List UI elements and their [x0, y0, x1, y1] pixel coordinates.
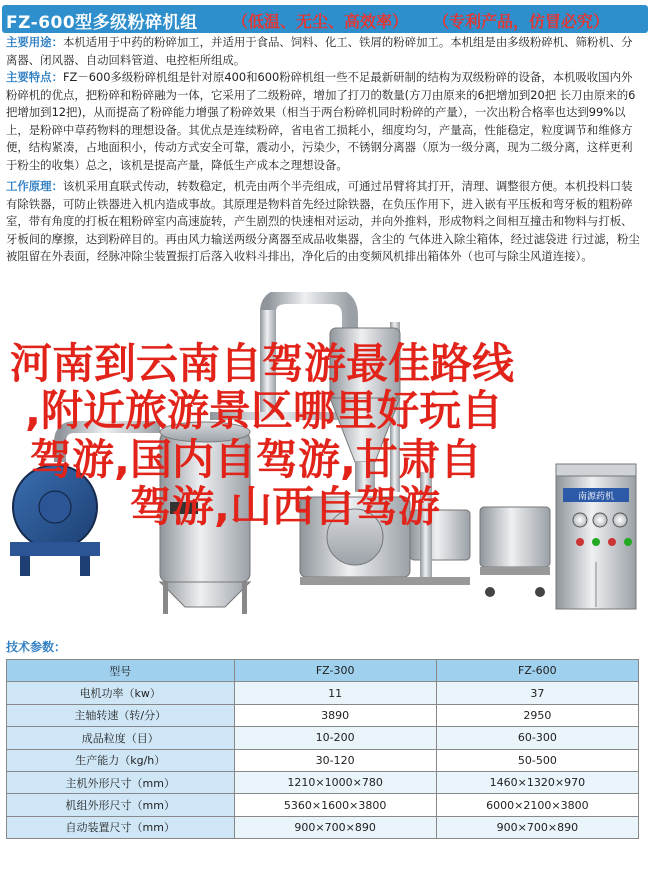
row-value-fz300: 1210×1000×780	[234, 771, 436, 793]
control-cabinet-label: 南源药机	[577, 492, 615, 502]
section-principle	[6, 178, 642, 266]
row-value-fz600: 900×700×890	[436, 816, 638, 838]
row-value-fz300: 900×700×890	[234, 816, 436, 838]
table-row	[7, 749, 639, 771]
gauge-2	[593, 513, 607, 527]
overlay-line-4: 驾游,山西自驾游	[130, 482, 440, 531]
collector-hopper	[160, 582, 250, 607]
row-value-fz600: 2950	[436, 704, 638, 726]
row-label: 电机功率（kw）	[7, 682, 235, 704]
row-label: 自动装置尺寸（mm）	[7, 816, 235, 838]
spec-header-row	[7, 660, 639, 682]
overlay-line-2: ,附近旅游景区哪里好玩自	[25, 386, 503, 435]
row-value-fz300: 5360×1600×3800	[234, 794, 436, 816]
leg-2	[242, 582, 247, 614]
indicator-red	[576, 538, 584, 546]
usage-label: 主要用途：	[6, 35, 63, 49]
overlay-line-1: 河南到云南自驾游最佳路线	[10, 339, 515, 388]
spec-header-model: 型号	[7, 660, 235, 682]
row-label: 机组外形尺寸（mm）	[7, 794, 235, 816]
spec-table	[6, 659, 639, 839]
row-label: 成品粒度（目）	[7, 727, 235, 749]
banner-badge: （专利产品，仿冒必究）	[433, 12, 610, 31]
features-text: FZ－600多级粉碎机组是针对原400和600粉碎机组一些不足最新研制的结构为双级粉碎的设备，本机吸收国内外粉碎机的优点，把粉碎和粉碎融为一体，它采用了二级粉碎，增加了打刀的数量(方刀由原来的6把增加到20把 长刀由原来的6把增加到12把)，从而提高了粉碎能力增强了粉碎效果（相当于两台粉碎机同时粉碎的产量），一次出粉合格率也达到99%以上，是粉碎中草药物料的理想设备。其优点是连续粉碎，省电省工损耗小，细度均匀，产量高，性能稳定，粒度调节和维修方便，结构紧凑，占地面积小，传动方式安全可靠，震动小，污染少，不锈钢分离器（原为一级分离，现为二级分离，这样更利于粉尘的收集）总之，该机是提高产量，降低生产成本之理想设备。	[6, 70, 636, 172]
sieve-wheel-2	[535, 587, 545, 597]
table-row	[7, 771, 639, 793]
table-row	[7, 727, 639, 749]
mill-base	[300, 577, 470, 585]
row-value-fz300: 3890	[234, 704, 436, 726]
table-row	[7, 682, 639, 704]
row-label: 主轴转速（转/分）	[7, 704, 235, 726]
spec-header-fz600: FZ-600	[436, 660, 638, 682]
row-value-fz300: 30-120	[234, 749, 436, 771]
overlay-line-3: 驾游,国内自驾游,甘肃自	[30, 435, 482, 484]
section-features	[6, 69, 642, 175]
indicator-green-2	[624, 538, 632, 546]
row-value-fz600: 6000×2100×3800	[436, 794, 638, 816]
row-value-fz600: 50-500	[436, 749, 638, 771]
gauge-3	[613, 513, 627, 527]
table-row	[7, 794, 639, 816]
principle-label: 工作原理：	[6, 179, 63, 193]
row-label: 主机外形尺寸（mm）	[7, 771, 235, 793]
gauge-1	[573, 513, 587, 527]
banner	[0, 0, 651, 36]
features-label: 主要特点：	[6, 70, 63, 84]
spec-header-fz300: FZ-300	[234, 660, 436, 682]
table-row	[7, 816, 639, 838]
row-value-fz600: 1460×1320×970	[436, 771, 638, 793]
sieve-machine	[480, 507, 550, 567]
leg-1	[163, 582, 168, 614]
banner-tagline: （低温、无尘、高效率）	[232, 12, 409, 31]
fan-hub	[39, 491, 71, 523]
sieve-base	[480, 567, 550, 575]
table-row	[7, 704, 639, 726]
fan-leg-1	[20, 556, 30, 576]
fan-leg-2	[80, 556, 90, 576]
indicator-red-2	[608, 538, 616, 546]
principle-text: 该机采用直联式传动，转数稳定，机壳由两个半壳组成，可通过吊臂将其打开，清理、调整很方便。本机投料口装有除铁器，可防止铁器进入机内造成事故。其原理是物料首先经过除铁器，在负压作用下，进入嵌有平压板和弯牙板的粗粉碎室，带有角度的打板在粗粉碎室内高速旋转，产生剧烈的快速相对运动，并向外推料，形成物料之间相互撞击和物料与打板、牙板间的摩擦，达到粉碎目的。再由风力输送两级分离器至成品收集器，含尘的 气体进入除尘箱体，经过滤袋进 行过滤，粉尘被阻留在外表面，经脉冲除尘装置振打后落入收料斗排出，净化后的由变频风机排出箱体外（也可与除尘风道连接）。	[6, 179, 640, 264]
control-cabinet-top	[556, 464, 636, 476]
sieve-wheel-1	[485, 587, 495, 597]
bottom-strip	[0, 868, 651, 874]
tech-params-label: 技术参数：	[6, 640, 67, 654]
section-usage	[6, 34, 642, 69]
usage-text: 本机适用于中药的粉碎加工，并适用于食品、饲料、化工、铁屑的粉碎加工。本机组是由多级粉碎机、筛粉机、分离器、闭风器、自动回料管道、电控柜所组成。	[6, 35, 633, 67]
row-value-fz600: 37	[436, 682, 638, 704]
row-value-fz300: 10-200	[234, 727, 436, 749]
fan-stand	[10, 542, 100, 556]
row-value-fz300: 11	[234, 682, 436, 704]
indicator-green	[592, 538, 600, 546]
row-value-fz600: 60-300	[436, 727, 638, 749]
banner-title: FZ-600型多级粉碎机组	[6, 13, 198, 33]
row-label: 生产能力（kg/h）	[7, 749, 235, 771]
